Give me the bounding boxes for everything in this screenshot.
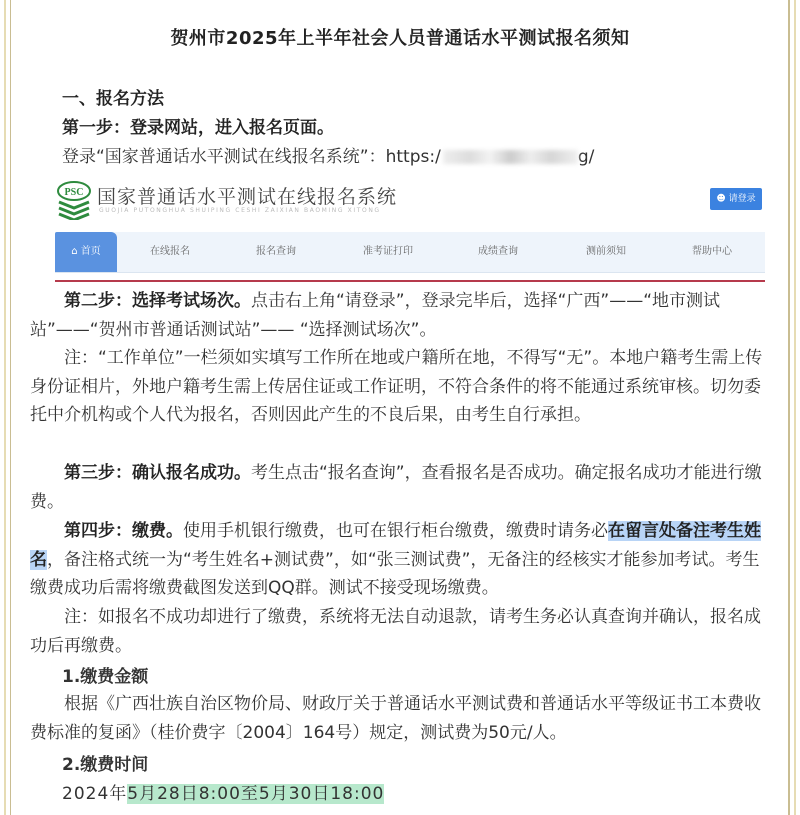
step2-paragraph: 第二步：选择考试场次。点击右上角“请登录”，登录完毕后，选择“广西”——“地市测试站”——“贺州市普通话测试站”—— “选择测试场次”。 (30, 291, 721, 340)
divider-rule (55, 280, 765, 282)
step1-login-text (62, 142, 594, 167)
site-subtitle: GUOJIA PUTONGHUA SHUIPING CESHI ZAIXIAN BAOMING XITONG (99, 207, 381, 214)
svg-text:PSC: PSC (64, 187, 84, 198)
page-border-right-inner (788, 0, 790, 815)
nav-tab-score-query[interactable]: 成绩查询 (478, 246, 518, 257)
nav-tab-admission-print[interactable]: 准考证打印 (363, 246, 413, 257)
fee-amount-heading: 1.缴费金额 (62, 667, 149, 687)
user-icon: ☻ (716, 194, 726, 204)
nav-tab-help[interactable]: 帮助中心 (692, 246, 732, 257)
psc-logo-icon (55, 180, 93, 220)
step3-heading: 第三步：确认报名成功。 (64, 463, 251, 483)
page-border-left (4, 0, 6, 815)
fee-time-range: 5月28日8:00至5月30日18:00 (127, 784, 385, 804)
step4-paragraph: 第四步：缴费。使用手机银行缴费，也可在银行柜台缴费，缴费时请务必在留言处备注考生姓名，备注格式统一为“考生姓名+测试费”，如“张三测试费”，无备注的经核实才能参加考试。考生缴费成功后需将缴费截图发送到QQ群。测试不接受现场缴费。 (30, 521, 761, 598)
step2-heading: 第二步：选择考试场次。 (64, 291, 251, 311)
fee-time-text (62, 779, 384, 804)
site-name: 国家普通话水平测试在线报名系统 (97, 186, 398, 208)
section-heading-registration: 一、报名方法 (62, 89, 164, 109)
login-instruction: 登录“国家普通话水平测试在线报名系统”：https:/ (62, 147, 441, 167)
step3-paragraph: 第三步：确认报名成功。考生点击“报名查询”，查看报名是否成功。确定报名成功才能进行缴费。 (30, 463, 762, 512)
page-border-right (794, 0, 796, 815)
home-icon: ⌂ (71, 246, 78, 257)
fee-amount-text: 根据《广西壮族自治区物价局、财政厅关于普通话水平测试费和普通话水平等级证书工本费收费标准的复函》（桂价费字〔2004〕164号）规定，测试费为50元/人。 (30, 694, 761, 743)
login-button[interactable]: ☻ 请登录 (710, 188, 762, 210)
step1-heading: 第一步：登录网站，进入报名页面。 (62, 118, 334, 138)
url-tail: g/ (577, 147, 595, 167)
nav-tab-pretest-notice[interactable]: 测前须知 (586, 246, 626, 257)
step4-note: 注：如报名不成功却进行了缴费，系统将无法自动退款，请考生务必认真查询并确认，报名成功后再缴费。 (30, 607, 761, 656)
page-title: 贺州市2025年上半年社会人员普通话水平测试报名须知 (170, 28, 630, 49)
site-nav (55, 232, 765, 273)
fee-time-heading: 2.缴费时间 (62, 755, 149, 775)
embedded-site-screenshot (55, 176, 767, 284)
page-border-left-inner (10, 0, 11, 815)
step4-heading: 第四步：缴费。 (64, 521, 183, 541)
nav-tab-online-register[interactable]: 在线报名 (150, 246, 190, 257)
nav-tab-register-query[interactable]: 报名查询 (256, 246, 296, 257)
highlight-remark-name: 在留言处备注考生姓名 (30, 521, 761, 570)
redacted-url (443, 150, 578, 164)
nav-tab-home[interactable]: ⌂ 首页 (55, 232, 117, 272)
fee-time-year: 2024年 (62, 784, 128, 804)
step2-note: 注：“工作单位”一栏须如实填写工作所在地或户籍所在地，不得写“无”。本地户籍考生需上传身份证相片，外地户籍考生需上传居住证或工作证明，不符合条件的将不能通过系统审核。切勿委托中介机构或个人代为报名，否则因此产生的不良后果，由考生自行承担。 (30, 348, 763, 425)
